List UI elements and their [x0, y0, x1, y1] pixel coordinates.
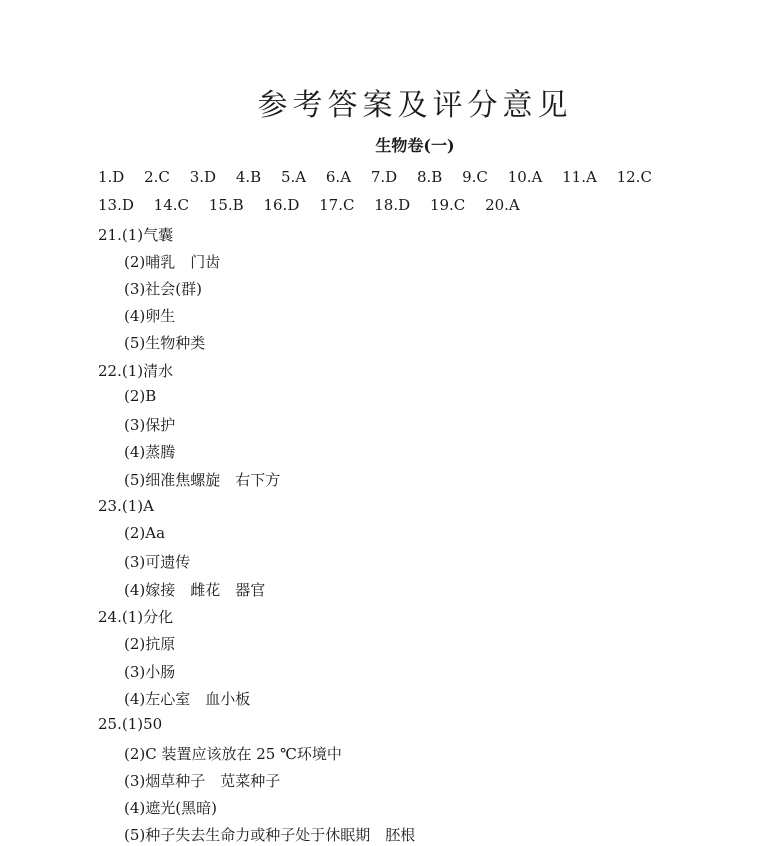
question-25-part-1: 25.(1)50 [98, 715, 163, 733]
mc-answer: 12.C [616, 168, 652, 186]
question-21-part: (5)生物种类 [124, 334, 206, 352]
question-22-part: (5)细准焦螺旋 右下方 [124, 471, 281, 489]
mc-answer: 18.D [374, 196, 411, 214]
mc-answer: 8.B [416, 168, 443, 186]
question-23-part: (4)嫁接 雌花 器官 [124, 581, 266, 599]
question-22-part-1: 22.(1)清水 [98, 362, 174, 380]
question-25-part: (2)C 装置应该放在 25 ℃环境中 [124, 745, 342, 763]
mc-answer: 2.C [144, 168, 170, 186]
section-subtitle: 生物卷(一) [375, 136, 455, 155]
mc-answer: 9.C [462, 168, 488, 186]
question-22-part: (3)保护 [124, 416, 176, 434]
mc-answer: 10.A [507, 168, 543, 186]
mc-answer: 20.A [485, 196, 520, 214]
mc-answer: 7.D [370, 168, 398, 186]
question-25-part: (3)烟草种子 苋菜种子 [124, 772, 281, 790]
mc-answer: 4.B [235, 168, 262, 186]
mc-answers-row-2 [98, 196, 535, 214]
question-21-part: (3)社会(群) [124, 280, 202, 298]
mc-answer: 6.A [325, 168, 352, 186]
question-24-part: (3)小肠 [124, 663, 176, 681]
mc-answer: 5.A [280, 168, 307, 186]
question-22-part: (4)蒸腾 [124, 443, 176, 461]
mc-answer: 15.B [208, 196, 244, 214]
question-21-part: (4)卵生 [124, 307, 176, 325]
question-23-part: (3)可遗传 [124, 553, 191, 571]
question-21-part: (2)哺乳 门齿 [124, 253, 221, 271]
mc-answer: 19.C [429, 196, 466, 214]
page-title: 参考答案及评分意见 [257, 88, 573, 123]
mc-answer: 1.D [98, 168, 125, 186]
mc-answer: 3.D [189, 168, 217, 186]
mc-answer: 13.D [98, 196, 134, 214]
question-24-part-1: 24.(1)分化 [98, 608, 174, 626]
question-24-part: (4)左心室 血小板 [124, 690, 251, 708]
mc-answer: 14.C [153, 196, 190, 214]
question-23-part: (2)Aa [124, 524, 166, 542]
question-21-part-1: 21.(1)气囊 [98, 226, 174, 244]
question-24-part: (2)抗原 [124, 635, 176, 653]
mc-answer: 11.A [562, 168, 597, 186]
question-22-part: (2)B [124, 387, 157, 405]
question-25-part: (5)种子失去生命力或种子处于休眠期 胚根 [124, 826, 416, 844]
question-23-part-1: 23.(1)A [98, 497, 154, 515]
mc-answer: 16.D [263, 196, 300, 214]
mc-answers-row-1 [98, 168, 667, 186]
question-25-part: (4)遮光(黑暗) [124, 799, 217, 817]
mc-answer: 17.C [319, 196, 355, 214]
